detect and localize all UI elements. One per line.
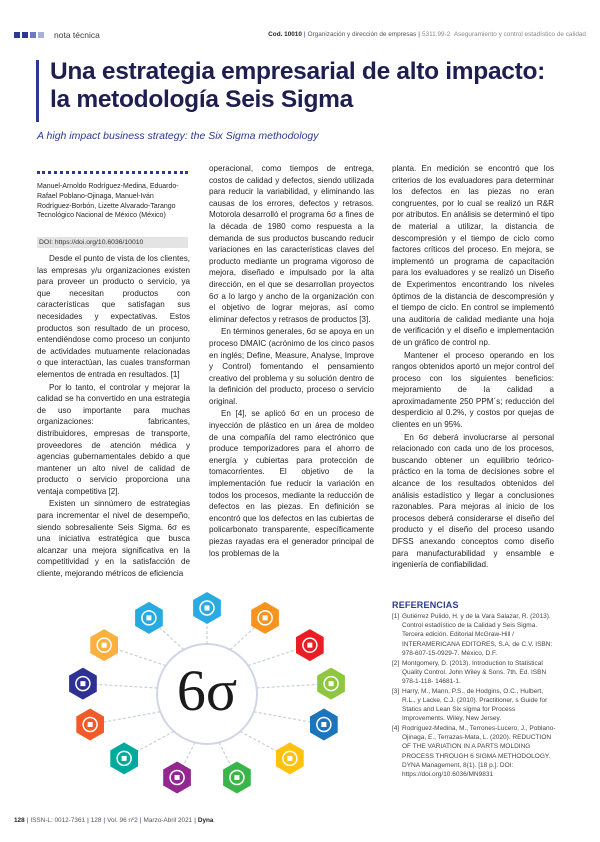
paragraph: Por lo tanto, el controlar y mejorar la calidad se ha convertido en una estrategia de uso importante para muchas organizaciones: fabricantes, distribuidores, empresas de transporte, proveedores de atención médica y agencias gubernamentales debido a que mantener un alto nivel de calidad de producto o servicio proporciona una ventaja competitiva [2]. [37,382,190,496]
icon-glyph-core [263,615,268,620]
page-number: 128 [14,817,25,824]
page-title: Una estrategia empresarial de alto impacto: la metodología Seis Sigma [50,58,545,113]
paragraph: En 6σ deberá involucrarse al personal relacionado con cada uno de los procesos, buscando obtener un equilibrio teórico-práctico en la toma de decisiones sobre el alcance de los resultados obtenidos del análisis estadístico y llegar a conclusiones razonables. Para mejoras al inicio de los procesos deberá considerarse el diseño del producto y el diseño del proceso usando DFSS anexando conceptos como diseño para manufacturabilidad y ensamble e ingeniería de confiabilidad. [392,432,554,570]
article-category: Organización y dirección de empresas [307,31,417,38]
header-square-3 [30,32,36,38]
body-column-3 [392,163,554,572]
body-column-1 [37,253,190,581]
header-square-1 [14,32,20,38]
reference-item: [2] Montgomery, D. (2013). Introduction to Statistical Quality Control. John Wiley & Sons. 7th. Ed. ISBN 978-1-118- 14681-1. [392,659,547,685]
authors-block [37,182,188,221]
reference-item: [3] Harry, M., Mann, P.S., de Hodgins, O.C., Hulbert, R.L., y Lacke, C.J. (2010). Practitioner, s Guide for Statics and Lean Six sigma for Process Improvements. Wiley, New Jersey. [392,687,548,723]
section-label: nota técnica [54,30,100,40]
paragraph: En [4], se aplicó 6σ en un proceso de inyección de plástico en un área de moldeo de una compañía del ramo electrónico que produce temporizadores para el ahorro de energía y cubiertas para protección de tomacorrientes. El objetivo de la implementación fue reducir la variación en todos los procesos, mediante la reducción de defectos en las piezas. En definición se encontró que los defectos en las cubiertas de policarbonato transparente, específicamente piezas rayadas era el generador principal de los problemas de la [209,409,374,558]
page-header [14,30,586,44]
page-range: 128 [90,817,102,824]
doi-link[interactable]: DOI: https://doi.org/10.6036/10010 [37,237,188,248]
header-square-2 [22,32,28,38]
article-code: Cod. 10010 [268,31,302,38]
header-meta: Cod. 10010 | Organización y dirección de empresas | 5311.99-2 Aseguramiento y control estadístico de calidad [268,31,586,38]
paragraph: Desde el punto de vista de los clientes, las empresas y/u organizaciones existen para proveer un producto o servicio, ya que necesitan productos con características que satisfagan sus necesidades y expectativas. Estos productos son resultado de un proceso, entendiéndose como proceso un conjunto de actividades mutuamente relacionadas o que interactúan, las cuales transforman elementos de entrada en resultados. [1] [37,254,190,379]
header-square-4 [38,32,44,38]
title-accent-bar [36,60,39,122]
article-topic: Aseguramiento y control estadístico de calidad [453,31,586,38]
reference-item: [1] Gutiérrez Pulido, H. y de la Vara Salazar, R. (2013). Control estadístico de la Calidad y Seis Sigma. Tercera edición. Editorial McGraw-Hill / INTERAMERICANA EDITORES, S.A. de C.V. ISBN: 978-607-15-0929-7. México, D.F. [392,613,553,657]
icon-glyph-core [175,775,180,780]
icon-glyph-core [122,756,127,761]
icon-glyph-core [102,643,107,648]
paragraph: En términos generales, 6σ se apoya en un proceso DMAIC (acrónimo de los cinco pasos en inglés; Define, Measure, Analyse, Improve y Control) fomentando el pensamiento creativo del problema y su solución dentro de la definición del producto, proceso o servicio original. [209,327,374,406]
six-sigma-symbol: 6σ [176,658,238,723]
references-section [392,600,557,780]
authors-divider [37,171,188,174]
icon-glyph-core [234,775,239,780]
issue-date: Marzo-Abril 2021 [143,817,193,824]
paragraph: Existen un sinnúmero de estrategias para incrementar el nivel de desempeño, siendo sobresaliente Seis Sigma. 6σ es una iniciativa estratégica que busca alcanzar una mejora significativa en la competitividad y en la satisfacción de cliente, mejorando métricos de eficiencia [37,499,190,579]
reference-item: [4] Rodríguez-Medina, M., Terrones-Lucero, J., Poblano-Ojinaga, E., Terrazas-Mata, L. (2020). REDUCTION OF THE VARIATION IN A PARTS MOLDING PROCESS THROUGH 6 SIGMA METHODOLOGY. DYNA Management, 8(1). [18 p.]. DOI: https://doi.org/10.6036/MN9831 [392,724,556,778]
icon-glyph-core [80,681,85,686]
page-footer: 128 | ISSN-L: 0012-7361 | 128 | Vol. 96 nº2 | Marzo-Abril 2021 | Dyna [14,817,214,824]
six-sigma-illustration [37,588,377,800]
paragraph: Mantener el proceso operando en los rangos obtenidos aportó un mejor control del proceso con los siguientes beneficios: mejoramiento de la calidad a aproximadamente 250 PPM´s; reducción del desperdicio al 0.2%, y costos por quejas de clientes en un 95%. [392,350,554,430]
icon-glyph-core [329,681,334,686]
paragraph: planta. En medición se encontró que los criterios de los evaluadores para determinar los defectos en las piezas no eran congruentes, por lo cual se realizó un R&R por atributos. En análisis se determinó el tipo de material a utilizar, la distancia de descompresión y el tiempo de ciclo como factores críticos del proceso. En mejora, se implementó un programa de capacitación para los evaluadores y se realizó un Diseño de Experimentos encontrando los niveles óptimos de la distancia de descompresión y el tiempo de ciclo. En control se implementó una auditoria de calidad mediante una hoja de verificación y el diseño e implementación de un gráfico de control np. [392,164,554,347]
icon-glyph-core [205,606,210,611]
english-title: A high impact business strategy: the Six Sigma methodology [37,130,319,142]
six-sigma-graphic [37,588,377,800]
journal-name: Dyna [197,817,214,824]
references-heading: REFERENCIAS [392,600,459,610]
icon-glyph-core [307,643,312,648]
author-names: Manuel-Arnoldo Rodríguez-Medina, Eduardo-Rafael Poblano-Ojinaga, Manuel-Iván Rodríguez-Borbón, Lizette Alvarado-Tarango [37,183,179,210]
icon-glyph-core [321,722,326,727]
body-column-2 [209,163,374,560]
unesco-code: 5311.99-2 [421,31,451,38]
icon-glyph-core [146,615,151,620]
author-affiliation: Tecnológico Nacional de México (México) [37,212,166,220]
icon-glyph-core [287,756,292,761]
icon-glyph-core [88,722,93,727]
paragraph: operacional, como tiempos de entrega, costos de calidad y defectos, siendo utilizada para reducir la variabilidad, y eliminando las causas de los errores, defectos y retrasos. Motorola desarrolló el programa 6σ a fines de la década de 1980 como respuesta a la demanda de sus productos buscando reducir variaciones en las características claves del producto mediante un programa vigoroso de mejora, diseñado e impulsado por la alta dirección, en el que se desarrollan proyectos 6σ a lo largo y ancho de la organización con el objetivo de lograr mejoras, así como eliminar defectos y retrasos de productos [3]. [209,164,374,324]
references-list [392,612,557,779]
volume: Vol. 96 nº2 [107,817,138,824]
issn: ISSN-L: 0012-7361 [30,817,86,824]
